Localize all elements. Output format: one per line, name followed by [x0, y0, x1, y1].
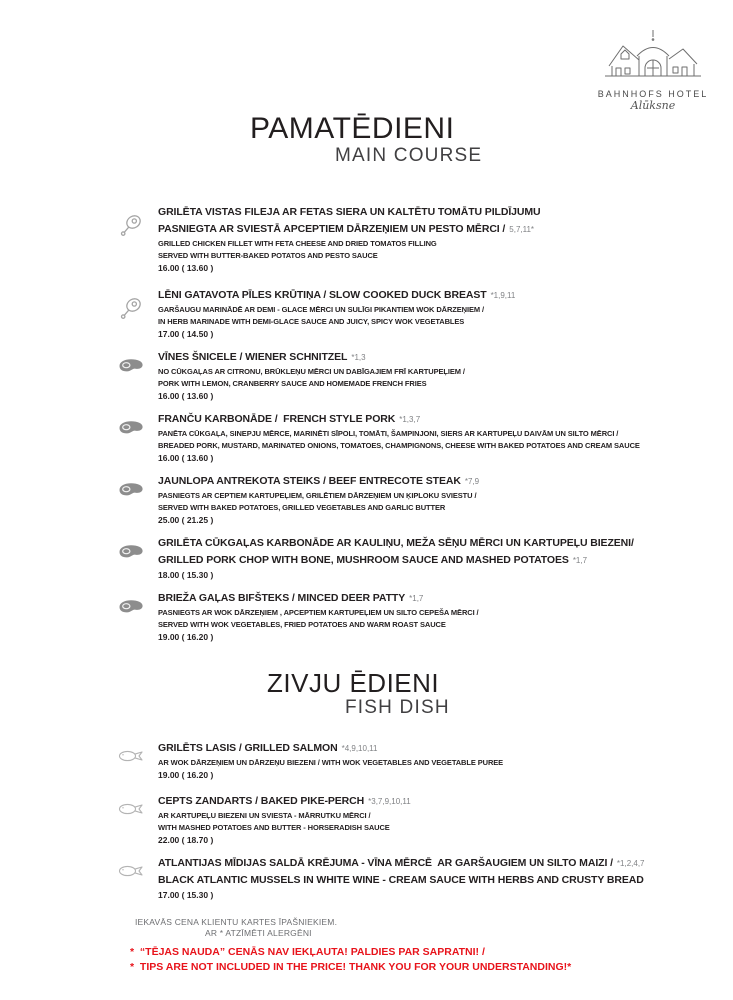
dish-desc-line2: SERVED WITH BUTTER-BAKED POTATOS AND PESTO SAUCE — [158, 251, 378, 260]
dish-title-line1: GRILĒTA VISTAS FILEJA AR FETAS SIERA UN KALTĒTU TOMĀTU PILDĪJUMU — [158, 206, 541, 218]
menu-item-duck-breast — [118, 287, 729, 340]
hotel-name: BAHNHOFS HOTEL — [597, 89, 709, 99]
allergen-codes: *4,9,10,11 — [341, 744, 378, 753]
dish-desc-line1: PASNIEGTS AR CEPTIEM KARTUPEĻIEM, GRILĒTIEM DĀRZEŅIEM UN ĶIPLOKU SVIESTU / — [158, 491, 477, 500]
dish-price: 18.00 ( 15.30 ) — [158, 570, 214, 580]
dish-title-line1: GRILĒTA CŪKGAĻAS KARBONĀDE AR KAULIŅU, MEŽA SĒŅU MĒRCI UN KARTUPEĻU BIEZENI/ — [158, 537, 634, 549]
dish-price: 17.00 ( 15.30 ) — [158, 890, 214, 900]
dish-price: 19.00 ( 16.20 ) — [158, 770, 214, 780]
menu-item-minced-deer-patty — [118, 590, 729, 643]
allergen-codes: *1,7 — [409, 594, 424, 603]
dish-desc-line1: AR WOK DĀRZEŅIEM UN DĀRZEŅU BIEZENI / WITH WOK VEGETABLES AND VEGETABLE PUREE — [158, 758, 504, 767]
menu-item-body — [158, 793, 729, 846]
menu-item-atlantic-mussels — [118, 855, 729, 901]
dish-desc-line2: SERVED WITH WOK VEGETABLES, FRIED POTATOES AND WARM ROAST SAUCE — [158, 620, 446, 629]
dish-price: 17.00 ( 14.50 ) — [158, 329, 214, 339]
dish-title-line1: VĪNES ŠNICELE / WIENER SCHNITZEL *1,3 — [158, 351, 366, 363]
menu-item-body — [158, 590, 729, 643]
tips-warning — [0, 945, 733, 975]
dish-price: 16.00 ( 13.60 ) — [158, 453, 214, 463]
menu-item-body — [158, 204, 729, 274]
dish-title-line1: LĒNI GATAVOTA PĪLES KRŪTIŅA / SLOW COOKED DUCK BREAST *1,9,11 — [158, 289, 516, 301]
hotel-building-icon — [595, 26, 711, 88]
dish-price: 16.00 ( 13.60 ) — [158, 263, 214, 273]
dish-price: 16.00 ( 13.60 ) — [158, 391, 214, 401]
allergen-codes: *1,7 — [572, 556, 588, 565]
steak-icon — [118, 590, 158, 643]
steak-icon — [118, 535, 158, 581]
section-title-lv: PAMATĒDIENI — [250, 112, 455, 145]
dish-desc-line2: SERVED WITH BAKED POTATOES, GRILLED VEGETABLES AND GARLIC BUTTER — [158, 503, 446, 512]
allergen-note: AR * ATZĪMĒTI ALERGĒNI — [205, 928, 312, 938]
fish-icon — [118, 793, 158, 846]
menu-item-grilled-pork-chop — [118, 535, 729, 581]
menu-item-beef-entrecote — [118, 473, 729, 526]
section-title-lv: ZIVJU ĒDIENI — [267, 668, 440, 698]
dish-desc-line1: PASNIEGTS AR WOK DĀRZEŅIEM , APCEPTIEM KARTUPEĻIEM UN SILTO CEPEŠA MĒRCI / — [158, 608, 479, 617]
fish-icon — [118, 855, 158, 901]
section-title-en: MAIN COURSE — [335, 145, 483, 166]
steak-icon — [118, 473, 158, 526]
dish-desc-line2: BREADED PORK, MUSTARD, MARINATED ONIONS, TOMATOES, CHAMPIGNONS, CHEESE WITH BAKED POTATOES AND CREAM SAUCE — [158, 441, 640, 450]
menu-item-body — [158, 411, 729, 464]
fish-icon — [118, 740, 158, 781]
dish-desc-line2: PORK WITH LEMON, CRANBERRY SAUCE AND HOMEMADE FRENCH FRIES — [158, 379, 427, 388]
dish-desc-line1: GRILLED CHICKEN FILLET WITH FETA CHEESE AND DRIED TOMATOS FILLING — [158, 239, 437, 248]
dish-desc-line2: WITH MASHED POTATOES AND BUTTER - HORSERADISH SAUCE — [158, 823, 390, 832]
menu-item-baked-pike-perch — [118, 793, 729, 846]
menu-item-grilled-salmon — [118, 740, 729, 781]
section-header-fish-dish — [0, 669, 733, 718]
main-course-list — [0, 204, 733, 643]
menu-item-wiener-schnitzel — [118, 349, 729, 402]
menu-item-body — [158, 473, 729, 526]
dish-title-line2: GRILLED PORK CHOP WITH BONE, MUSHROOM SAUCE AND MASHED POTATOES *1,7 — [158, 554, 588, 566]
menu-item-chicken-fillet — [118, 204, 729, 274]
dish-desc-line1: GARŠAUGU MARINĀDĒ AR DEMI - GLACE MĒRCI UN SULĪGI PIKANTIEM WOK DĀRZEŅIEM / — [158, 305, 484, 314]
footer-notes — [0, 917, 733, 975]
menu-item-body — [158, 287, 729, 340]
dish-desc-line1: PANĒTA CŪKGAĻA, SINEPJU MĒRCE, MARINĒTI SĪPOLI, TOMĀTI, ŠAMPINJONI, SIERS AR KARTUPEĻU DAIVĀM UN SILTO MĒRCI / — [158, 429, 619, 438]
allergen-codes: *1,9,11 — [490, 291, 516, 300]
dish-desc-line2: IN HERB MARINADE WITH DEMI-GLACE SAUCE AND JUICY, SPICY WOK VEGETABLES — [158, 317, 465, 326]
allergen-codes: *1,3,7 — [399, 415, 421, 424]
dish-desc-line1: AR KARTUPEĻU BIEZENI UN SVIESTA - MĀRRUTKU MĒRCI / — [158, 811, 371, 820]
drumstick-icon — [118, 287, 158, 340]
dish-title-line1: ATLANTIJAS MĪDIJAS SALDĀ KRĒJUMA - VĪNA MĒRCĒ AR GARŠAUGIEM UN SILTO MAIZI / *1,2,4,7 — [158, 857, 645, 869]
menu-item-body — [158, 535, 729, 581]
steak-icon — [118, 411, 158, 464]
dish-price: 19.00 ( 16.20 ) — [158, 632, 214, 642]
allergen-codes: 5,7,11* — [509, 225, 535, 234]
tips-warning-lv: * “TĒJAS NAUDA” CENĀS NAV IEKĻAUTA! PALDIES PAR SAPRATNI! / — [130, 946, 485, 958]
drumstick-icon — [118, 204, 158, 274]
menu-item-body — [158, 740, 729, 781]
client-card-note: IEKAVĀS CENA KLIENTU KARTES ĪPAŠNIEKIEM. — [135, 917, 338, 927]
dish-price: 22.00 ( 18.70 ) — [158, 835, 214, 845]
menu-item-body — [158, 855, 729, 901]
tips-warning-en: * TIPS ARE NOT INCLUDED IN THE PRICE! THANK YOU FOR YOUR UNDERSTANDING!* — [130, 961, 572, 973]
section-title-en: FISH DISH — [345, 697, 450, 718]
dish-title-line1: GRILĒTS LASIS / GRILLED SALMON *4,9,10,11 — [158, 742, 378, 754]
allergen-codes: *7,9 — [464, 477, 480, 486]
hotel-logo — [589, 26, 717, 112]
steak-icon — [118, 349, 158, 402]
dish-title-line1: FRANČU KARBONĀDE / FRENCH STYLE PORK *1,3,7 — [158, 413, 421, 425]
menu-item-french-style-pork — [118, 411, 729, 464]
allergen-codes: *3,7,9,10,11 — [368, 797, 411, 806]
section-header-main-course — [0, 113, 733, 166]
dish-desc-line1: NO CŪKGAĻAS AR CITRONU, BRŪKLEŅU MĒRCI UN DABĪGAJIEM FRĪ KARTUPEĻIEM / — [158, 367, 465, 376]
dish-title-line1: CEPTS ZANDARTS / BAKED PIKE-PERCH *3,7,9,10,11 — [158, 795, 411, 807]
menu-item-body — [158, 349, 729, 402]
allergen-codes: *1,3 — [351, 353, 366, 362]
allergen-codes: *1,2,4,7 — [616, 859, 645, 868]
dish-price: 25.00 ( 21.25 ) — [158, 515, 214, 525]
dish-title-line2: PASNIEGTA AR SVIESTĀ APCEPTIEM DĀRZEŅIEM UN PESTO MĒRCI / 5,7,11* — [158, 223, 535, 235]
dish-title-line2: BLACK ATLANTIC MUSSELS IN WHITE WINE - CREAM SAUCE WITH HERBS AND CRUSTY BREAD — [158, 874, 644, 886]
hotel-city-script: Alūksne — [630, 99, 676, 112]
dish-title-line1: BRIEŽA GAĻAS BIFŠTEKS / MINCED DEER PATTY *1,7 — [158, 592, 424, 604]
dish-title-line1: JAUNLOPA ANTREKOTA STEIKS / BEEF ENTRECOTE STEAK *7,9 — [158, 475, 480, 487]
fish-dish-list — [0, 740, 733, 901]
